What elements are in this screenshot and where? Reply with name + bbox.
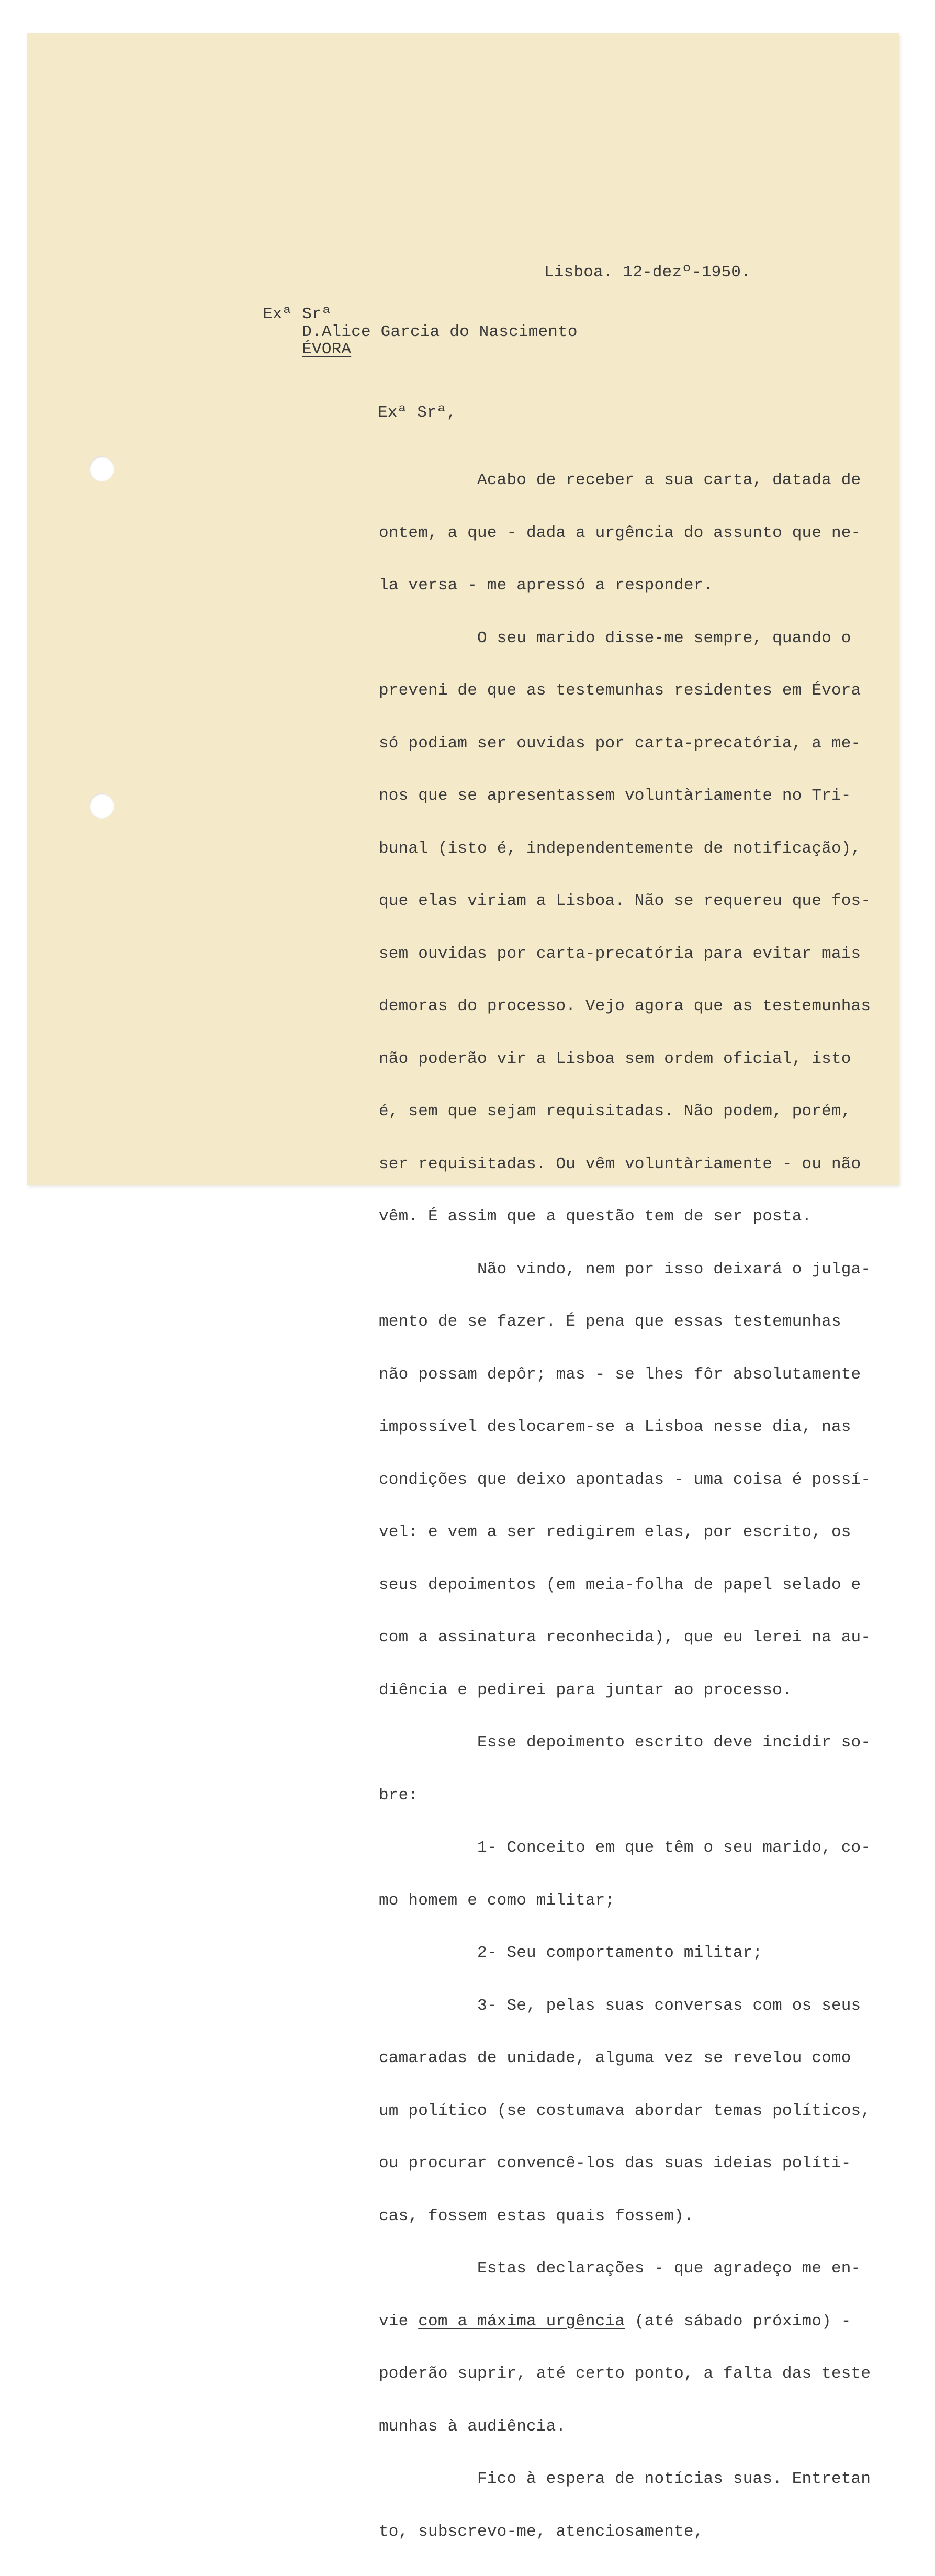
closing-line: poderão suprir, até certo ponto, a falta das teste — [379, 2365, 871, 2383]
recipient-name-text: D.Alice Garcia do Nascimento — [302, 322, 578, 341]
body-line: mento de se fazer. É pena que essas testemunhas — [379, 1313, 841, 1331]
body-line: não poderão vir a Lisboa sem ordem oficial, isto — [379, 1049, 851, 1068]
underlined-urgency-phrase: com a máxima urgência — [418, 2312, 625, 2331]
body-line: seus depoimentos (em meia-folha de papel selado e — [379, 1575, 861, 1594]
body-line: sem ouvidas por carta-precatória para evitar mais — [379, 944, 861, 963]
body-line: Acabo de receber a sua carta, datada de — [379, 471, 861, 489]
body-line: vêm. É assim que a questão tem de ser posta. — [379, 1207, 812, 1226]
punch-hole-bottom — [89, 793, 114, 819]
body-line: la versa - me apressó a responder. — [379, 576, 714, 595]
body-line: camaradas de unidade, alguma vez se revelou como — [379, 2049, 851, 2067]
body-line: 2- Seu comportamento militar; — [379, 1944, 763, 1962]
letter-sheet — [27, 33, 899, 2541]
body-line: Estas declarações - que agradeço me en- — [379, 2259, 861, 2278]
body-line: ontem, a que - dada a urgência do assunto que ne- — [379, 523, 861, 542]
body-line: Esse depoimento escrito deve incidir so- — [379, 1733, 871, 1752]
body-line: condições que deixo apontadas - uma coisa é possí- — [379, 1470, 871, 1489]
letter-body — [379, 436, 871, 2575]
body-line: nos que se apresentassem voluntàriamente no Tri- — [379, 787, 851, 805]
body-line: vel: e vem a ser redigirem elas, por escrito, os — [379, 1523, 851, 1541]
body-line: diência e pedirei para juntar ao processo. — [379, 1681, 792, 1699]
punch-hole-top — [89, 456, 114, 481]
body-line: um político (se costumava abordar temas políticos, — [379, 2101, 871, 2120]
body-line: que elas viriam a Lisboa. Não se requereu que fos- — [379, 892, 871, 910]
recipient-address — [263, 306, 578, 359]
body-line: não possam depôr; mas - se lhes fôr absolutamente — [379, 1365, 861, 1384]
body-line: ou procurar convencê-los das suas ideias políti- — [379, 2154, 851, 2172]
body-line: O seu marido disse-me sempre, quando o — [379, 629, 851, 647]
closing-line: munhas à audiência. — [379, 2417, 566, 2436]
body-line: preveni de que as testemunhas residentes em Évora — [379, 681, 861, 700]
body-line: demoras do processo. Vejo agora que as testemunhas — [379, 997, 871, 1015]
body-line-end: (até sábado próximo) - — [625, 2312, 851, 2331]
salutation: Exª Srª, — [378, 404, 457, 422]
body-line-start: vie — [379, 2312, 419, 2331]
body-line: com a assinatura reconhecida), que eu lerei na au- — [379, 1628, 871, 1647]
body-line: 3- Se, pelas suas conversas com os seus — [379, 1996, 861, 2015]
recipient-city-line — [263, 341, 578, 359]
recipient-name — [263, 323, 578, 341]
body-line: bunal (isto é, independentemente de notificação), — [379, 839, 861, 858]
closing-line: to, subscrevo-me, atenciosamente, — [379, 2522, 704, 2541]
body-line: só podiam ser ouvidas por carta-precatória, a me- — [379, 734, 861, 753]
body-line: ser requisitadas. Ou vêm voluntàriamente - ou não — [379, 1155, 861, 1173]
body-line-underline — [379, 2313, 871, 2331]
body-line: é, sem que sejam requisitadas. Não podem, porém, — [379, 1102, 851, 1121]
recipient-city: ÉVORA — [302, 340, 352, 359]
body-line: mo homem e como militar; — [379, 1891, 615, 1910]
body-line: impossível deslocarem-se a Lisboa nesse dia, nas — [379, 1418, 851, 1436]
letter-date: Lisboa. 12-dezº-1950. — [544, 263, 751, 282]
recipient-title: Exª Srª — [263, 305, 332, 323]
body-line: cas, fossem estas quais fossem). — [379, 2207, 694, 2225]
closing-line: Fico à espera de notícias suas. Entretan — [379, 2470, 871, 2488]
body-line: Não vindo, nem por isso deixará o julga- — [379, 1260, 871, 1279]
body-line: bre: — [379, 1786, 419, 1805]
body-line: 1- Conceito em que têm o seu marido, co- — [379, 1839, 871, 1857]
